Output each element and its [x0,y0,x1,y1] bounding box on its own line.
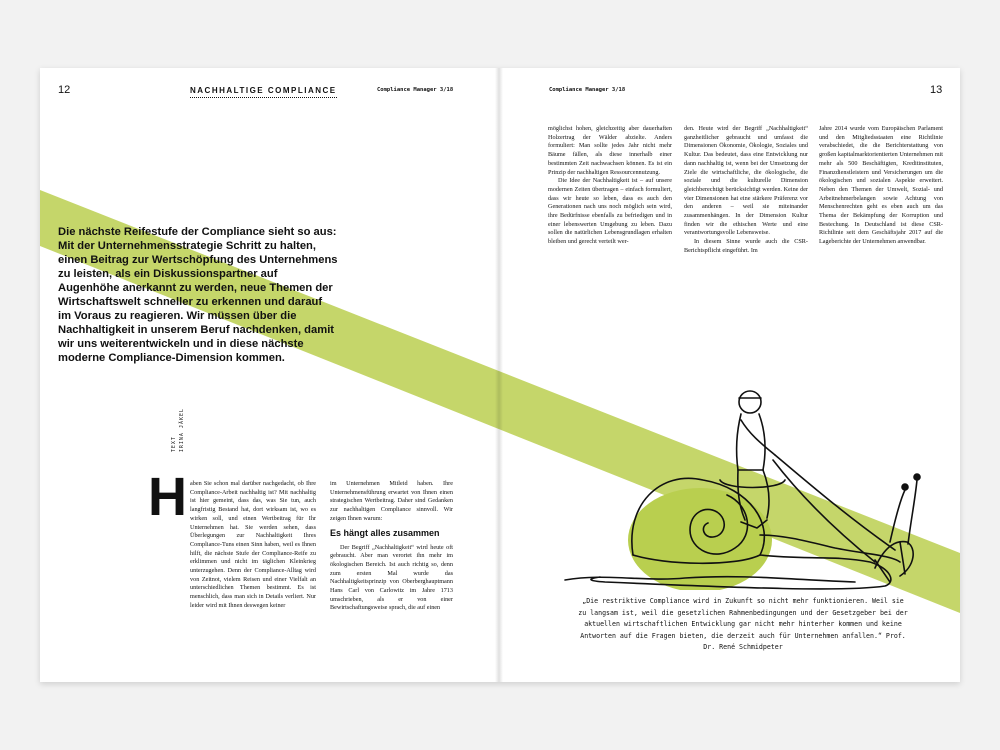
right-column-2 [684,125,808,256]
magazine-spread [40,68,960,682]
lead-paragraph: Die nächste Reifestufe der Compliance sieht so aus: Mit der Unternehmensstrategie Schritt zu halten, einen Beitrag zur Wertschöpfung des Unternehmens zu leisten, als ein Diskussionspartner auf Augenhöhe anerkannt zu werden, neue Themen der Wirtschaftswelt schneller zu erkennen und darauf im Voraus zu reagieren. Wir müssen über die Nachhaltigkeit in unserem Beruf nachdenken, damit wir uns weiterentwickeln und in diese nächste moderne Compliance-Dimension kommen. [58,226,338,364]
right-column-2-p1: den. Heute wird der Begriff „Nachhaltigkeit“ ganzheitlicher gebraucht und umfasst die Dimensionen Ökonomie, Ökologie, Soziales und Kultur. Das bedeutet, dass eine Entwicklung nur dann nachhaltig ist, wenn bei der Umsetzung der Ziele die wirtschaftliche, die ökologische, die soziale und die kulturelle Dimension gleichberechtigt berücksichtigt werden. Keine der vier Dimensionen hat eine stärkere Präferenz vor den anderen – weil sie miteinander zusammenhängen. In der Dimension Kultur finden wir die ethischen Werte und eine verantwortungsvolle Lebensweise. [684,125,808,237]
section-title: NACHHALTIGE COMPLIANCE [190,86,337,98]
drop-cap: H [148,467,187,527]
right-column-1 [548,125,672,247]
right-column-3-text: Jahre 2014 wurde vom Europäischen Parlament und den Mitgliedsstaaten eine Richtlinie verabschiedet, die die Berichterstattung von großen kapitalmarktorientierten Unternehmen mit mehr als 500 Beschäftigten, Kreditinstituten, Finanzdienstleistern und Versicherungen um die ökologischen und sozialen Aspekte erweitert. Neben den Themen der Umwelt, Sozial- und Arbeitnehmerbelangen sowie Achtung von Menschenrechten geht es eben auch um das Thema der Bekämpfung der Korruption und Bestechung. In Deutschland ist diese CSR-Richtlinie seit dem Geschäftsjahr 2017 auf die Lageberichte der Unternehmen anwendbar. [819,125,943,246]
right-page-number: 13 [930,84,943,96]
left-column-2 [330,480,453,613]
left-column-2-body: Der Begriff „Nachhaltigkeit“ wird heute oft gebraucht. Aber man verortet ihn mehr im ökologischen Bereich. Ist auch richtig so, denn zum ersten Mal wurde das Nachhaltigkeitsprinzip von Oberberghauptmann Hans Carl von Carlowitz im Jahre 1713 umschrieben, als er von einer Bewirtschaftungsweise sprach, die auf einen [330,543,453,612]
left-column-1 [190,480,316,611]
right-column-3 [819,125,943,247]
subheading: Es hängt alles zusammen [330,527,440,538]
byline-label: TEXT [171,436,177,453]
left-page-number: 12 [58,84,71,96]
right-column-1-p2: Die Idee der Nachhaltigkeit ist – auf unsere modernen Zeiten übertragen – einfach formuliert, dass wir heute so leben, dass es auch den Generationen nach uns noch möglich sein wird, ihre Bedürfnisse ebenfalls zu befriedigen und in einer lebenswerten Umgebung zu leben. Dazu sollen die natürlichen Lebensgrundlagen erhalten bleiben und gerecht verteilt wer- [548,177,672,246]
right-column-2-p2: In diesem Sinne wurde auch die CSR-Berichtspflicht eingeführt. Im [684,238,808,254]
page-gutter [495,68,503,682]
right-magazine-issue: Compliance Manager 3/18 [549,87,626,93]
byline-author: IRINA JÄKEL [179,408,185,453]
right-column-1-p1: möglichst hohen, gleichzeitig aber dauerhaften Holzertrag der Wälder abzielte. Anders formuliert: Man sollte jedes Jahr nicht mehr Bäume fällen, als diese innerhalb einer bestimmten Zeit nachwachsen können. Es ist ein Prinzip der nachhaltigen Ressourcennutzung. [548,125,672,176]
byline [170,408,186,452]
left-column-2-intro: im Unternehmen Mitleid haben. Ihre Unternehmensführung erwartet von Ihnen einen strategischen Wertbeitrag. Daher sind Gedanken zur nachhaltigen Compliance sinnvoll. Wir zeigen Ihnen warum: [330,480,453,522]
left-column-1-text: aben Sie schon mal darüber nachgedacht, ob Ihre Compliance-Arbeit nachhaltig ist? Mit nachhaltig ist hier gemeint, dass das, was Sie tun, auch langfristig Bestand hat, dort wirksam ist, wo es wirken soll, und einen Wertbeitrag für Ihr Unternehmen hat. Sie werden sehen, dass Überlegungen zur Nachhaltigkeit Ihres Compliance-Tuns einen Sinn haben, weil es Ihnen hilft, die nächste Stufe der Compliance-Reife zu erklimmen und nicht im täglichen Kleinkrieg unterzugehen. Denn der Compliance-Alltag wird von Zeitnot, vielem Reisen und einer Vielfalt an unterschiedlichen Themen bestimmt. Es ist menschlich, dass man sich in Details verliert. Nur leider wird mit Ihnen deswegen keiner [190,480,316,609]
pull-quote: „Die restriktive Compliance wird in Zukunft so nicht mehr funktionieren. Weil sie zu langsam ist, weil die gesetzlichen Rahmenbedingungen und der Gesetzgeber bei der aktuellen wirtschaftlichen Entwicklung gar nicht mehr hinterher kommen und keine Antworten auf die Fragen bieten, die derzeit auch für Unternehmen anfallen.“ Prof. Dr. René Schmidpeter [578,597,908,651]
left-magazine-issue: Compliance Manager 3/18 [377,87,454,93]
snail-rider-icon [545,330,925,590]
